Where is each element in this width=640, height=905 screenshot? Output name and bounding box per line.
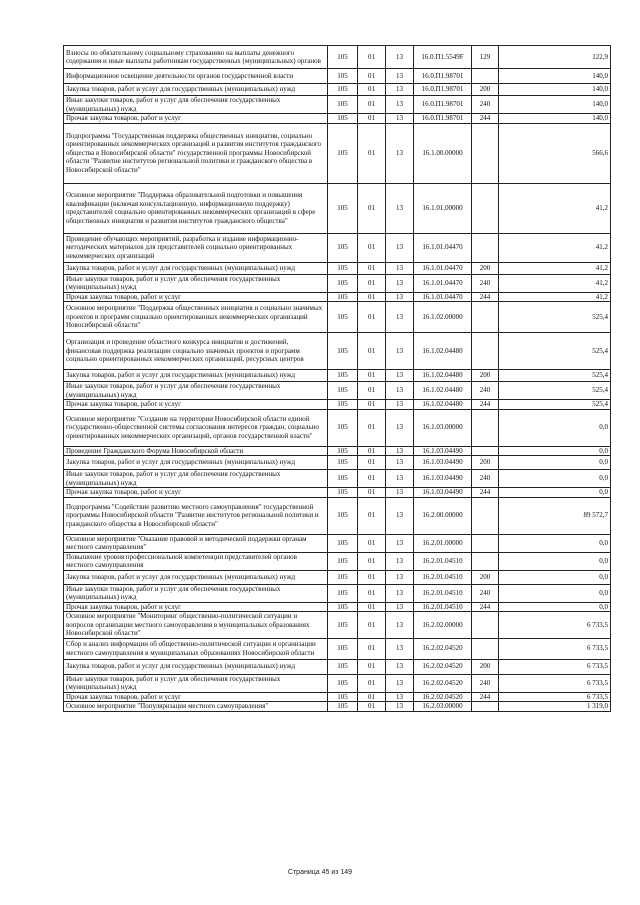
table-row — [64, 534, 611, 552]
cell-rz: 01 — [358, 692, 386, 702]
cell-ved: 105 — [328, 470, 358, 488]
cell-rz: 01 — [358, 46, 386, 69]
page-number: Страница 45 из 149 — [287, 869, 353, 876]
table-row — [64, 84, 611, 96]
table-row — [64, 183, 611, 233]
cell-pr: 13 — [386, 262, 414, 274]
cell-ved: 105 — [328, 96, 358, 114]
cell-vr: 240 — [472, 96, 499, 114]
table-row — [64, 456, 611, 470]
cell-pr: 13 — [386, 302, 414, 333]
cell-pr: 13 — [386, 183, 414, 233]
cell-amount: 0,0 — [499, 570, 611, 584]
cell-pr: 13 — [386, 470, 414, 488]
cell-pr: 13 — [386, 659, 414, 674]
cell-ved: 105 — [328, 183, 358, 233]
cell-rz: 01 — [358, 333, 386, 370]
table-row — [64, 333, 611, 370]
cell-ved: 105 — [328, 612, 358, 639]
cell-vr: 200 — [472, 370, 499, 382]
cell-csr: 16.0.П1.98701 — [414, 69, 472, 84]
cell-pr: 13 — [386, 612, 414, 639]
cell-ved: 105 — [328, 602, 358, 612]
table-row — [64, 96, 611, 114]
cell-rz: 01 — [358, 602, 386, 612]
cell-pr: 13 — [386, 292, 414, 302]
cell-vr — [472, 302, 499, 333]
cell-ved: 105 — [328, 123, 358, 183]
cell-vr: 240 — [472, 584, 499, 602]
cell-vr: 129 — [472, 46, 499, 69]
cell-ved: 105 — [328, 674, 358, 692]
cell-vr — [472, 333, 499, 370]
cell-pr: 13 — [386, 46, 414, 69]
cell-amount: 140,0 — [499, 84, 611, 96]
cell-name: Иные закупки товаров, работ и услуг для обеспечения государственных (муниципальных) нужд — [64, 274, 328, 292]
cell-pr: 13 — [386, 570, 414, 584]
cell-pr: 13 — [386, 602, 414, 612]
cell-rz: 01 — [358, 488, 386, 498]
cell-pr: 13 — [386, 702, 414, 712]
cell-ved: 105 — [328, 114, 358, 124]
cell-csr: 16.1.02.00000 — [414, 302, 472, 333]
cell-csr: 16.2.02.04520 — [414, 659, 472, 674]
cell-vr: 200 — [472, 84, 499, 96]
cell-rz: 01 — [358, 262, 386, 274]
cell-pr: 13 — [386, 114, 414, 124]
cell-rz: 01 — [358, 456, 386, 470]
cell-csr: 16.0.П1.98701 — [414, 114, 472, 124]
cell-ved: 105 — [328, 409, 358, 446]
cell-pr: 13 — [386, 409, 414, 446]
cell-pr: 13 — [386, 534, 414, 552]
cell-rz: 01 — [358, 233, 386, 262]
cell-pr: 13 — [386, 69, 414, 84]
cell-name: Иные закупки товаров, работ и услуг для обеспечения государственных (муниципальных) нужд — [64, 470, 328, 488]
cell-name: Иные закупки товаров, работ и услуг для обеспечения государственных (муниципальных) нужд — [64, 96, 328, 114]
cell-name: Прочая закупка товаров, работ и услуг — [64, 488, 328, 498]
cell-pr: 13 — [386, 333, 414, 370]
cell-ved: 105 — [328, 233, 358, 262]
cell-csr: 16.2.02.04520 — [414, 692, 472, 702]
cell-name: Сбор и анализ информации об общественно-политической ситуации и организации местного самоуправления в муниципальных образованиях Новосибирской области — [64, 638, 328, 659]
cell-rz: 01 — [358, 659, 386, 674]
cell-vr: 240 — [472, 382, 499, 400]
cell-csr: 16.2.02.04520 — [414, 638, 472, 659]
cell-amount: 0,0 — [499, 409, 611, 446]
cell-name: Основное мероприятие "Поддержка общественных инициатив и социально значимых проектов и программ социально ориентированных некоммерческих организаций Новосибирской области" — [64, 302, 328, 333]
cell-csr: 16.1.02.04480 — [414, 333, 472, 370]
cell-vr — [472, 638, 499, 659]
cell-amount: 140,0 — [499, 69, 611, 84]
cell-name: Прочая закупка товаров, работ и услуг — [64, 292, 328, 302]
cell-vr: 200 — [472, 456, 499, 470]
cell-csr: 16.0.П1.98701 — [414, 84, 472, 96]
cell-amount: 0,0 — [499, 552, 611, 570]
table-row — [64, 382, 611, 400]
table-row — [64, 46, 611, 69]
cell-name: Закупка товаров, работ и услуг для государственных (муниципальных) нужд — [64, 262, 328, 274]
cell-vr: 244 — [472, 488, 499, 498]
cell-csr: 16.2.01.04510 — [414, 584, 472, 602]
cell-amount: 41,2 — [499, 183, 611, 233]
cell-csr: 16.1.01.04470 — [414, 262, 472, 274]
cell-name: Закупка товаров, работ и услуг для государственных (муниципальных) нужд — [64, 370, 328, 382]
cell-ved: 105 — [328, 570, 358, 584]
table-row — [64, 584, 611, 602]
cell-csr: 16.1.02.04480 — [414, 382, 472, 400]
cell-rz: 01 — [358, 409, 386, 446]
cell-csr: 16.1.03.00000 — [414, 409, 472, 446]
cell-amount: 6 733,5 — [499, 612, 611, 639]
cell-pr: 13 — [386, 638, 414, 659]
table-row — [64, 114, 611, 124]
table-row — [64, 409, 611, 446]
cell-vr — [472, 612, 499, 639]
table-row — [64, 123, 611, 183]
cell-ved: 105 — [328, 69, 358, 84]
cell-vr — [472, 534, 499, 552]
cell-csr: 16.2.01.00000 — [414, 534, 472, 552]
table-row — [64, 692, 611, 702]
cell-name: Информационное освещение деятельности органов государственной власти — [64, 69, 328, 84]
cell-rz: 01 — [358, 370, 386, 382]
table-row — [64, 612, 611, 639]
cell-csr: 16.1.01.04470 — [414, 274, 472, 292]
cell-ved: 105 — [328, 84, 358, 96]
table-row — [64, 659, 611, 674]
cell-ved: 105 — [328, 702, 358, 712]
cell-ved: 105 — [328, 333, 358, 370]
table-row — [64, 602, 611, 612]
cell-pr: 13 — [386, 446, 414, 456]
cell-pr: 13 — [386, 692, 414, 702]
cell-name: Подпрограмма "Государственная поддержка общественных инициатив, социально ориентированных некоммерческих организаций и развития институтов гражданского общества в Новосибирской области" государственной программы Новосибирской области "Развитие институтов региональной политики и гражданского общества в Новосибирской области" — [64, 123, 328, 183]
cell-csr: 16.0.П1.98701 — [414, 96, 472, 114]
cell-vr: 244 — [472, 400, 499, 410]
cell-rz: 01 — [358, 292, 386, 302]
cell-ved: 105 — [328, 262, 358, 274]
table-row — [64, 302, 611, 333]
cell-amount: 0,0 — [499, 534, 611, 552]
cell-csr: 16.1.02.04480 — [414, 370, 472, 382]
table-row — [64, 400, 611, 410]
cell-rz: 01 — [358, 114, 386, 124]
cell-vr — [472, 702, 499, 712]
cell-vr — [472, 123, 499, 183]
cell-vr: 240 — [472, 274, 499, 292]
cell-csr: 16.1.01.04470 — [414, 233, 472, 262]
cell-csr: 16.2.03.00000 — [414, 702, 472, 712]
cell-rz: 01 — [358, 552, 386, 570]
cell-amount: 6 733,5 — [499, 638, 611, 659]
cell-vr: 200 — [472, 659, 499, 674]
cell-pr: 13 — [386, 274, 414, 292]
cell-csr: 16.2.02.00000 — [414, 612, 472, 639]
cell-csr: 16.2.01.04510 — [414, 570, 472, 584]
table-row — [64, 470, 611, 488]
cell-csr: 16.1.00.00000 — [414, 123, 472, 183]
table-row — [64, 488, 611, 498]
cell-pr: 13 — [386, 370, 414, 382]
table-row — [64, 674, 611, 692]
cell-vr — [472, 183, 499, 233]
cell-rz: 01 — [358, 570, 386, 584]
cell-csr: 16.1.03.04490 — [414, 488, 472, 498]
cell-vr: 244 — [472, 292, 499, 302]
table-row — [64, 497, 611, 534]
cell-rz: 01 — [358, 584, 386, 602]
cell-amount: 140,0 — [499, 96, 611, 114]
cell-ved: 105 — [328, 638, 358, 659]
cell-amount: 1 319,0 — [499, 702, 611, 712]
cell-amount: 0,0 — [499, 584, 611, 602]
cell-ved: 105 — [328, 370, 358, 382]
cell-name: Закупка товаров, работ и услуг для государственных (муниципальных) нужд — [64, 456, 328, 470]
cell-ved: 105 — [328, 302, 358, 333]
table-row — [64, 69, 611, 84]
cell-amount: 525,4 — [499, 370, 611, 382]
cell-amount: 6 733,5 — [499, 674, 611, 692]
cell-rz: 01 — [358, 183, 386, 233]
table-row — [64, 262, 611, 274]
cell-rz: 01 — [358, 612, 386, 639]
cell-vr — [472, 69, 499, 84]
cell-name: Закупка товаров, работ и услуг для государственных (муниципальных) нужд — [64, 84, 328, 96]
cell-vr — [472, 446, 499, 456]
cell-name: Закупка товаров, работ и услуг для государственных (муниципальных) нужд — [64, 570, 328, 584]
cell-rz: 01 — [358, 497, 386, 534]
cell-name: Проведение Гражданского Форума Новосибирской области — [64, 446, 328, 456]
cell-pr: 13 — [386, 674, 414, 692]
table-row — [64, 274, 611, 292]
cell-amount: 566,6 — [499, 123, 611, 183]
cell-rz: 01 — [358, 446, 386, 456]
cell-name: Основное мероприятие "Оказание правовой и методической поддержки органам местного самоуправления" — [64, 534, 328, 552]
cell-amount: 525,4 — [499, 333, 611, 370]
table-row — [64, 638, 611, 659]
cell-rz: 01 — [358, 84, 386, 96]
cell-name: Закупка товаров, работ и услуг для государственных (муниципальных) нужд — [64, 659, 328, 674]
cell-amount: 41,2 — [499, 292, 611, 302]
cell-rz: 01 — [358, 702, 386, 712]
cell-rz: 01 — [358, 400, 386, 410]
cell-amount: 525,4 — [499, 400, 611, 410]
cell-vr — [472, 497, 499, 534]
cell-pr: 13 — [386, 400, 414, 410]
cell-name: Прочая закупка товаров, работ и услуг — [64, 692, 328, 702]
cell-vr: 200 — [472, 570, 499, 584]
cell-vr: 244 — [472, 602, 499, 612]
cell-rz: 01 — [358, 534, 386, 552]
cell-amount: 525,4 — [499, 302, 611, 333]
cell-pr: 13 — [386, 497, 414, 534]
cell-pr: 13 — [386, 456, 414, 470]
cell-amount: 0,0 — [499, 488, 611, 498]
cell-ved: 105 — [328, 497, 358, 534]
cell-vr: 240 — [472, 470, 499, 488]
table-row — [64, 446, 611, 456]
cell-pr: 13 — [386, 552, 414, 570]
cell-ved: 105 — [328, 292, 358, 302]
cell-amount: 0,0 — [499, 446, 611, 456]
budget-table — [63, 45, 611, 712]
cell-csr: 16.2.01.04510 — [414, 602, 472, 612]
cell-name: Прочая закупка товаров, работ и услуг — [64, 400, 328, 410]
cell-ved: 105 — [328, 659, 358, 674]
cell-pr: 13 — [386, 488, 414, 498]
cell-amount: 0,0 — [499, 470, 611, 488]
cell-rz: 01 — [358, 470, 386, 488]
cell-rz: 01 — [358, 274, 386, 292]
cell-vr — [472, 233, 499, 262]
table-row — [64, 552, 611, 570]
cell-ved: 105 — [328, 400, 358, 410]
cell-csr: 16.1.03.04490 — [414, 446, 472, 456]
cell-ved: 105 — [328, 692, 358, 702]
cell-vr — [472, 552, 499, 570]
cell-rz: 01 — [358, 96, 386, 114]
cell-ved: 105 — [328, 584, 358, 602]
cell-csr: 16.1.01.00000 — [414, 183, 472, 233]
cell-name: Иные закупки товаров, работ и услуг для обеспечения государственных (муниципальных) нужд — [64, 674, 328, 692]
cell-ved: 105 — [328, 552, 358, 570]
cell-pr: 13 — [386, 96, 414, 114]
table-row — [64, 570, 611, 584]
table-row — [64, 370, 611, 382]
cell-csr: 16.2.00.00000 — [414, 497, 472, 534]
cell-rz: 01 — [358, 638, 386, 659]
cell-amount: 122,9 — [499, 46, 611, 69]
cell-vr: 244 — [472, 114, 499, 124]
cell-rz: 01 — [358, 302, 386, 333]
cell-csr: 16.2.02.04520 — [414, 674, 472, 692]
cell-ved: 105 — [328, 382, 358, 400]
table-row — [64, 233, 611, 262]
cell-ved: 105 — [328, 46, 358, 69]
cell-pr: 13 — [386, 84, 414, 96]
cell-amount: 525,4 — [499, 382, 611, 400]
cell-amount: 41,2 — [499, 233, 611, 262]
cell-name: Основное мероприятие "Создание на территории Новосибирской области единой государственно-общественной системы согласования интересов граждан, социально ориентированных некоммерческих организаций, органов государственной власти" — [64, 409, 328, 446]
cell-name: Основное мероприятие "Популяризация местного самоуправления" — [64, 702, 328, 712]
cell-amount: 6 733,5 — [499, 692, 611, 702]
cell-vr — [472, 409, 499, 446]
cell-name: Иные закупки товаров, работ и услуг для обеспечения государственных (муниципальных) нужд — [64, 382, 328, 400]
cell-pr: 13 — [386, 233, 414, 262]
cell-name: Проведение обучающих мероприятий, разработка и издание информационно-методических материалов для представителей социально ориентированных некоммерческих организаций — [64, 233, 328, 262]
cell-amount: 41,2 — [499, 262, 611, 274]
cell-vr: 200 — [472, 262, 499, 274]
cell-pr: 13 — [386, 382, 414, 400]
cell-name: Прочая закупка товаров, работ и услуг — [64, 602, 328, 612]
cell-amount: 89 572,7 — [499, 497, 611, 534]
cell-name: Прочая закупка товаров, работ и услуг — [64, 114, 328, 124]
cell-amount: 6 733,5 — [499, 659, 611, 674]
cell-name: Организация и проведение областного конкурса инициатив и достижений, финансовая поддержка реализации социально значимых проектов и программ социально ориентированных некоммерческих организаций, ресурсных центров — [64, 333, 328, 370]
budget-table-body — [64, 46, 611, 712]
cell-csr: 16.1.03.04490 — [414, 456, 472, 470]
cell-pr: 13 — [386, 584, 414, 602]
cell-name: Иные закупки товаров, работ и услуг для обеспечения государственных (муниципальных) нужд — [64, 584, 328, 602]
cell-name: Основное мероприятие "Поддержка образовательной подготовки и повышения квалификации (включая консультационную, информационную поддержку) представителей социально ориентированных некоммерческих организаций в сфере общественных инициатив и развития институтов гражданского общества" — [64, 183, 328, 233]
cell-name: Основное мероприятие "Мониторинг общественно-политической ситуации и вопросов организации местного самоуправления в муниципальных образованиях Новосибирской области" — [64, 612, 328, 639]
cell-rz: 01 — [358, 69, 386, 84]
cell-amount: 0,0 — [499, 456, 611, 470]
cell-ved: 105 — [328, 446, 358, 456]
cell-rz: 01 — [358, 674, 386, 692]
cell-csr: 16.1.02.04480 — [414, 400, 472, 410]
cell-rz: 01 — [358, 123, 386, 183]
cell-pr: 13 — [386, 123, 414, 183]
cell-amount: 0,0 — [499, 602, 611, 612]
cell-csr: 16.1.01.04470 — [414, 292, 472, 302]
cell-amount: 41,2 — [499, 274, 611, 292]
cell-rz: 01 — [358, 382, 386, 400]
cell-csr: 16.1.03.04490 — [414, 470, 472, 488]
cell-name: Повышение уровня профессиональной компетенции представителей органов местного самоуправления — [64, 552, 328, 570]
cell-name: Подпрограмма "Содействие развитию местного самоуправления" государственной программы Новосибирской области "Развитие институтов региональной политики и гражданского общества в Новосибирской области" — [64, 497, 328, 534]
cell-csr: 16.2.01.04510 — [414, 552, 472, 570]
table-row — [64, 702, 611, 712]
cell-ved: 105 — [328, 274, 358, 292]
cell-ved: 105 — [328, 456, 358, 470]
cell-vr: 244 — [472, 692, 499, 702]
table-row — [64, 292, 611, 302]
cell-ved: 105 — [328, 488, 358, 498]
cell-ved: 105 — [328, 534, 358, 552]
cell-vr: 240 — [472, 674, 499, 692]
cell-csr: 16.0.П1.5549F — [414, 46, 472, 69]
cell-amount: 140,0 — [499, 114, 611, 124]
cell-name: Взносы по обязательному социальному страхованию на выплаты денежного содержания и иные выплаты работникам государственных (муниципальных) органов — [64, 46, 328, 69]
